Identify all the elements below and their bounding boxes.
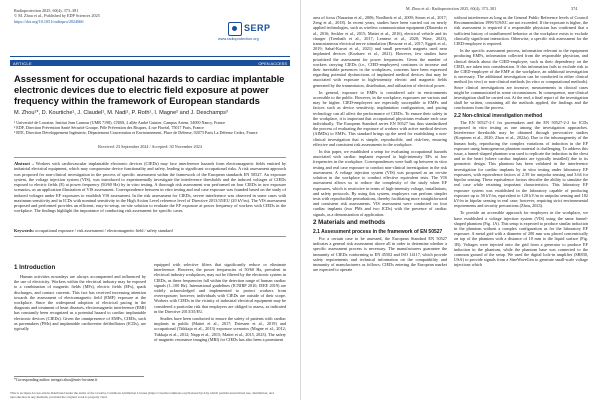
footnote [14,376,144,383]
journal-line-1: Radioprotection 2025, 60(4), 373–381 [14,8,79,13]
section-heading-introduction: 1 Introduction [14,264,56,271]
section-heading-materials-methods: 2 Materials and methods [313,218,386,226]
article-title: Assessment for occupational hazards to cardiac implantable electronic devices due to electric field exposure at power frequency within the framework of European standards [14,73,285,107]
running-header: M. Zhou et al.: Radioprotection 2025, 60(4), 373–381 [405,6,497,11]
keywords-label: Keywords: [14,228,35,233]
page-number: 374 [571,6,578,11]
left-column-2 [154,262,286,390]
subsection-heading-2-2: 2.2 Non-clinical investigation method [454,112,543,119]
header-rule [10,56,290,57]
paragraph-7: The EN 50527-2-1 for pacemakers and the EN 50527-2-2 for ICDs proposed in vitro testing as one among the investigation approaches. Interference thresholds may be obtained through provocative studies (Korpinen et al., 2020; Zhou et al., 2022a). Due to the inhomogeneity of the human body, reproducing the complex variations of induction in the EF exposure using homogeneous phantom material is challenging. To address this issue, a funnel-shaped phantom was used to replicate the induction in the chest and in the heart (where cardiac implants are typically installed) due to its geometric design. This phantom has been validated in the interference investigation for cardiac implants by in vitro testing under laboratory EF exposures, with equivalence factors of 2.39 for unipolar sensing and 3.64 for bipolar sensing. These equivalence factors describe the ability to simulate the real case while retaining important characteristics. This laboratory EF exposure system was established in the laboratory capable of producing exposure up to 50 kV/m, equivalent to 120 kV/m in unipolar sensing and 182 kV/m in bipolar sensing in real case; however, requiring strict environmental requirements and security precautions (Zhou, 2023). [454,119,588,209]
affiliation-2: ² EDF, Direction Prévention Santé Sécurité Groupe, Pôle Prévention des Risques, 4 rue Floréal, 75017 Paris, France [14,125,204,130]
article-label: ARTICLE [13,60,32,66]
license-notice: This is an Open Access article distributed under the terms of the Creative Commons Attribution License (https://creativecommons.org/licenses/by/4.0), which permits unrestricted use, distribution, and reproduction in any medium, provided the original work is properly cited. [10,391,274,399]
paragraph-5: without interference as long as the General Public Reference levels of Council Recommendation 1999/519/EC are not exceeded. If the exposure is higher, the risk assessment is required if a responsible physician has confirmed that a sufficient history of uninfluenced behavior at the workplace exists to exclude clinically significant interaction. Otherwise, a specific risk assessment for the CIED-employee is required. [454,15,588,47]
logo-text: SERP [244,23,271,33]
received-accepted-dates: Received: 23 September 2024 / Accepted: 30 November 2024 [98,144,202,149]
paragraph-6: In the specific assessment process, information relevant to the equipment producing EMFs, information collected from the responsible physician, and clinical details about the CIED-employee, such as their dependency on the CIED, are taken into consideration. If this information fails to exclude risk to the CIED-employee of the EMF at the workplace, an additional investigation is necessary. The additional investigation can be conducted in either clinical method (in vivo) or non-clinical methods (in vitro or computational methods). Since clinical investigations are invasive, measurements in clinical cases might be communicated in some circumstances. In consequence, non-clinical investigation shall be carried out. At the end, a final report of the investigation shall be written, containing all the methods applied, the findings and the conclusions from the process. [454,48,588,111]
paragraph-1: area of focus (Nazarian et al., 2006; Nordbeck et al., 2009; Strom et al., 2017; Zeng et al., 2018). In recent years, studies have been carried out on newly applied technologies, such as wireless communication equipment (Dlasenko et al., 2016; Seckler et al., 2015; Mattei et al., 2016), electrical vehicle and its charger (Trenbath et al., 2017; Lennerz et al., 2020; Wase, 2023), transcutaneous electrical nerve stimulation (Bessone et al., 2017; Eggett et al., 2019; Sahaf-Karuri et al., 2021) and small pen-earth magnets used near implanted devices (Kozhaev et al., 2021). However, few studies have prioritized the assessment for power frequencies. Given the number of workers carrying CIEDs (i.e., CIED-employees) continues to increase and their inevitable presences in the workplaces, concerns have been expressed regarding potential dysfunctions of implanted medical devices that may be associated with exposure to high-intensity electric and magnetic fields generated by the transmission, distribution, and utilization of electrical power. [313,15,447,88]
journal-logo[interactable] [218,22,271,41]
journal-line-2: © M. Zhou et al., Published by EDP Sciences 2025 [14,13,100,19]
paragraph-4: For a certain case to be assessed, the European Standard EN 50527 indicates a general risk assessment above all in order to determine whether a specific assessment process is necessary. The manufacturers guarantee the immunity of CIEDs conforming to EN 45502 and ISO 14117, which provide safety requirements and technical information on the compatibility and immunity of manufacturers as follows: CIEDs entering the European market are expected to operate [313,235,447,273]
affiliation-1: ¹ Université de Lorraine, Institut Jean Lamour (UMR 7198), CNRS, 2 allée André Guinier, Campus Artem, 54000 Nancy, France [14,120,226,125]
abstract [14,157,286,214]
author-list: M. Zhou¹*, D. Kourtiche¹, J. Claudel¹, M. Nadi¹, P. Roth¹, I. Magne² and J. Deschamps³ [14,110,228,116]
corresponding-author: *Corresponding author: mengxi.zhou@univ-lorraine.fr [14,378,98,382]
journal-url[interactable]: www.radioprotection.org [218,37,259,41]
intro-paragraph-3: Studies have been conducted to ensure the safety of patients with cardiac implants in public (Mattei et al., 2017; Driessen et al., 2019) and occupational (Tiikkaja et al., 2013) exposure scenarios (Magne et al., 2012; Tiikkaja et al., 2012; Napp et al., 2015; Mattei et al., 2015, 2023). The safety of magnetic resonance imaging (MRI) for CIEDs has also been a prominent [154,316,286,342]
logo-mark-icon [228,22,242,36]
left-column-1 [14,262,146,375]
paragraph-8: To provide an accessible approach for employers in the workplace, we have established a voltage injection system (VIS) using the same funnel-shaped phantom (Fig. 1A). This setup is expected to produce similar induction in the phantom without a complex configuration as for the laboratory EF exposure. A metal grid with a diameter of 200 mm was placed concentrically on top of the phantom with a distance of 10 mm to the liquid surface (Fig. 1B). Voltages were injected onto the grid from a generator to produce EF induction in the phantom, while the phantom base was connected to the common ground of the setup. We used the digital lock-in amplifier (SR830, USA) to provide signals from a SineWaveGen to generate small-scale voltage injections which [454,210,588,268]
doi-link[interactable]: https://doi.org/10.1051/radiopro/2024666 [14,18,84,24]
abstract-text: Workers with cardiovascular implantable electronic devices (CIEDs) may face interference hazards from electromagnetic fields emitted by industrial electrical equipment, which may compromise device functionality and safety, leading to significant occupational risks. A risk assessment approach was proposed for non-clinical investigation in the process of specific assessment within the framework of the European standards EN 50527. An exposure system, the voltage injection system (VIS), was introduced to experimentally investigate the interference thresholds and the induced voltages of CIEDs exposed to electric fields (E) at power frequency (50/60 Hz) by in vitro testing. A thorough risk assessment was performed on four CIEDs in two exposure scenarios, as an application illustration of VIS assessment. Correspondence between in vitro testing and real case exposure was founded based on the study of induced voltages under EF exposures to establish VIS assessment. In the risk assessment for CIEDs, severe interference was observed in some cases with maximum sensitivity and in ICDs with nominal sensitivity in the High Action Level reference level of Directive 2013/35/EU (20 kV/m). The VIS assessment proposed and performed provides an efficient, easy-to-setup, on-site solution to evaluate the EF exposure at power frequency of workers with CIEDs in the workplace. The findings highlight the importance of conducting risk assessment for specific cases. [14,161,287,214]
page-right [300,0,600,400]
affiliation-3: ³ RTE, Direction Développement Ingénierie, Département Concertation et Environnement, Place de Défense, 92073 Paris La Défense Cedex, France [14,130,258,135]
article-type-bar [10,60,290,66]
affiliations [14,120,286,135]
keywords-text: occupational exposure / risk assessment / electromagnetic field / safety standard [35,228,173,233]
intro-paragraph-2: equipped with selective filters that significantly reduce or eliminate interference. However, the power frequencies of 50/60 Hz, prevalent in electrical industry workplaces, may not be filtered by the electronic system in CIEDs, as these frequencies fall within the detection range of human cardiac signals (1–100 Hz). International guidelines (ICNIRP 2010; IEEE 2019) are widely acknowledged and implemented to protect workers from overexposure; however, individuals with CIEDs are outside of their scope. Workers with CIEDs in the vicinity of industrial electrical equipment may be considered a particular risk that employers are obliged to assess, as indicated in the Directive 2013/35/EU. [154,262,286,314]
keywords [14,228,286,237]
paragraph-2: In general, exposure to EMFs is considered safe in environments accessible to the public. However, in the workplace, exposures are various and may be higher. CIED-employees are especially susceptible to EMFs and factors such as device sensitivity, implantation configuration, and pacing technology can all affect the performance of CIEDs. To ensure their safety in the workplace, it is important that occupational physicians evaluate each case individually. The European Standard series EN 50527 has thus standardized the process of evaluating the exposure of workers with active medical devices (AIMDs) to EMFs. This standard brings up the need for establishing a non-clinical investigation that is simple, reproducible, and risk-free, ensuring effective and consistent risk assessments in the workplace. [313,89,447,147]
open-access-badge: OPEN ACCESS [258,60,287,66]
paragraph-3: In this paper, we established a setup for evaluating occupational hazards associated with cardiac implants exposed to high-intensity EFs at low frequencies in the workplace. Correspondences were built up between in vitro testing and real case exposure to conduct non-clinical investigation in the risk assessment. A voltage injection system (VIS) was proposed as an on-site solution in the workplace to conduct effective equivalent tests. The VIS assessment allows us to reduce the complexity of the study when EF exposures, which is restrictive in terms of high-intensity voltage, installations, and safety protocols. By using this system, employers can perform simpler tests with reproducible perturbations, thereby facilitating more straightforward and consistent risk assessments. VIS assessment were conducted on four cardiac implants (two PMs and two ICDs) with the presence of cardiac signals, as a demonstration of application. [313,149,447,217]
abstract-label: Abstract – [14,161,34,166]
journal-citation [14,8,100,24]
right-column-1 [313,15,447,397]
intro-paragraph-1: Human activities nowadays are always accompanied and influenced by the use of electricity. Workers within the electrical industry may be exposed to a combination of magnetic fields (MFs), electric fields (EFs), spark discharges, and contact currents. This fact has received increasing attention towards the assessment of electromagnetic field (EMF) exposure at the workplace. Since the widespread adoption of electrical pacing in the diagnosis and treatment of heart diseases, electromagnetic interference (EMI) has constantly been recognized as a potential hazard to cardiac implantable electronic devices (CIEDs). Given the omnipresence of EMFs, CIEDs, such as pacemakers (PMs) and implantable cardioverter defibrillators (ICDs), are typically [14,274,146,332]
subsection-heading-2-1: 2.1 Assessment process in the framework of EN 50527 [313,228,443,235]
right-column-2 [454,15,588,397]
